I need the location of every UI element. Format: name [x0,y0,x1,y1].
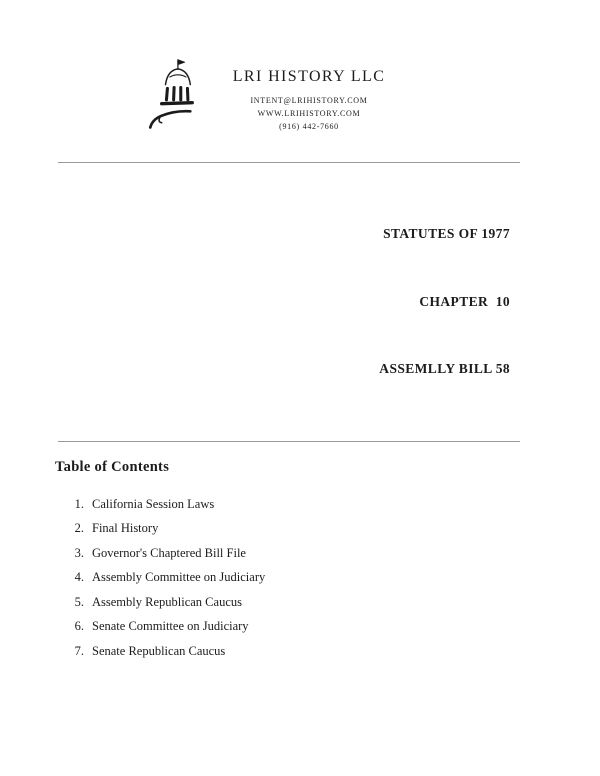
toc-item [70,516,600,541]
toc-item-number: 4. [74,570,84,585]
statutes-line: STATUTES OF 1977 [383,226,510,241]
toc-item [70,614,600,639]
toc-item-label: Governor's Chaptered Bill File [92,545,246,560]
toc-item-label: Senate Republican Caucus [92,644,226,659]
toc-item [70,639,600,664]
chapter-line: CHAPTER 10 [419,293,510,309]
letterhead [0,0,530,138]
toc-item-label: California Session Laws [92,496,215,511]
company-email: INTENT@LRIHISTORY.COM [250,96,368,105]
middle-divider [58,441,520,442]
toc-item-label: Assembly Committee on Judiciary [92,570,266,585]
toc-list [70,492,600,664]
toc-item-label: Senate Committee on Judiciary [92,619,249,634]
toc-item [70,590,600,615]
capitol-logo-icon [145,56,207,138]
letterhead-text [233,56,386,133]
toc-item-number: 1. [74,496,84,511]
toc-item-number: 3. [74,545,84,560]
toc-item-number: 5. [74,594,84,609]
bill-line: ASSEMLLY BILL 58 [379,361,510,376]
toc-title: Table of Contents [55,458,170,475]
toc-item [70,492,600,517]
document-reference-block [0,178,510,426]
toc-item-number: 6. [74,619,84,634]
company-name: LRI HISTORY LLC [232,68,386,85]
company-phone: (916) 442-7660 [279,122,339,131]
toc-item-number: 7. [74,644,84,659]
toc-item-label: Final History [92,521,159,536]
top-divider [58,162,520,163]
toc-item-number: 2. [74,521,84,536]
toc-item [70,565,600,590]
toc-item [70,541,600,566]
company-website: WWW.LRIHISTORY.COM [257,109,361,118]
toc-item-label: Assembly Republican Caucus [92,594,242,609]
